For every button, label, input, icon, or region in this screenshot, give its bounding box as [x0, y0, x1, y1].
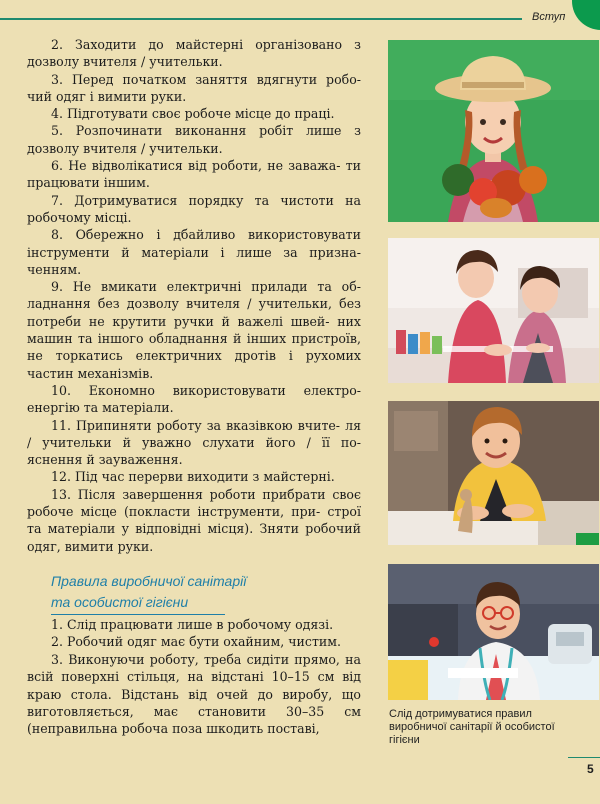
rule-paragraph: [27, 278, 361, 382]
boy-modelling-clay-photo: [388, 401, 599, 545]
rule-text: 11. Припиняти роботу за вказівкою вчите-: [51, 417, 341, 433]
rule-text: строї та матеріали у відповідні місця). Зняти: [27, 504, 361, 537]
chapter-tab-marker: [572, 0, 600, 30]
hygiene-text: 3. Виконуючи роботу, треба сидіти прямо,: [51, 651, 340, 667]
section-heading-line: Правила виробничої санітарії: [51, 573, 247, 589]
hygiene-text: чистим.: [288, 634, 342, 650]
rule-text: 3. Перед початком заняття вдягнути робо-: [51, 71, 361, 87]
section-heading: [51, 571, 351, 612]
rule-text: робочому місці.: [27, 209, 132, 225]
rules-list: [27, 36, 361, 555]
caption-line: виробничої санітарії й особистої: [389, 721, 555, 733]
girls-working-at-table-photo: [388, 238, 599, 383]
rule-paragraph: [27, 105, 361, 122]
rule-text: з дозволу вчителя / учительки.: [27, 37, 361, 70]
rule-text: 13. Після завершення роботи прибрати: [51, 486, 326, 502]
rule-paragraph: [27, 382, 361, 417]
rule-paragraph: [27, 157, 361, 192]
girl-with-vegetables-photo: [388, 40, 599, 222]
rule-text: ченням.: [27, 261, 82, 277]
rule-text: 9. Не вмикати електричні прилади та об-: [51, 279, 361, 295]
rule-text: інструменти й матеріали і лише за призна-: [27, 244, 361, 260]
page-number: 5: [587, 762, 594, 776]
caption-line: гігієни: [389, 734, 420, 746]
section-heading-underline: [51, 614, 225, 615]
hygiene-text: від краю стола. Відстань від очей до виробу,: [27, 669, 361, 702]
rule-text: чий одяг і вимити руки.: [27, 88, 187, 104]
rule-text: яснення й зауваження.: [27, 452, 183, 468]
caption-line: Слід дотримуватися правил: [389, 708, 532, 720]
hygiene-text: що виготовляється, має становити 30–35 см: [27, 686, 361, 720]
rule-paragraph: [27, 192, 361, 227]
rule-text: 7. Дотримуватися порядку та чистоти на: [51, 192, 361, 208]
rule-text: 4. Підготувати своє робоче місце до праці.: [51, 106, 335, 122]
rule-text: ля / учительки й уважно слухати його / її по-: [27, 417, 361, 450]
hygiene-text: на всій поверхні стільця, на відстані 10–15 см: [27, 651, 361, 685]
rule-text: 12. Під час перерви виходити з майстерні.: [51, 469, 335, 485]
rule-text: 5. Розпочинати виконання робіт лише: [51, 123, 342, 139]
hygiene-text: (неправильна робоча поза шкодить поставі,: [27, 721, 320, 737]
rule-text: них машин та іншого обладнання й інших: [27, 313, 361, 347]
photo-caption: [389, 708, 599, 747]
boy-with-glasses-sewing-photo: [388, 564, 599, 700]
rule-paragraph: [27, 71, 361, 106]
rule-text: 8. Обережно і дбайливо використовувати: [51, 227, 361, 243]
hygiene-paragraph: [27, 633, 361, 650]
rule-text: 10. Економно використовувати електро-: [51, 382, 361, 398]
hygiene-paragraph: [27, 651, 361, 738]
rule-text: енергію та матеріали.: [27, 400, 174, 416]
rule-paragraph: [27, 468, 361, 485]
rule-text: своє робоче місце (покласти інструменти, при-: [27, 486, 361, 520]
rule-paragraph: [27, 36, 361, 71]
rule-paragraph: [27, 486, 361, 555]
rule-text: без потреби не крутити ручки й важелі швей-: [27, 296, 361, 329]
rule-text: робочий одяг, вимити руки.: [27, 521, 361, 554]
rule-text: пристроїв, не торкатись електричних дротів: [27, 331, 361, 364]
hygiene-text: 1. Слід працювати лише в робочому одязі.: [51, 617, 334, 632]
rule-text: і рухомих частин механізмів.: [27, 348, 361, 381]
running-head: Вступ: [532, 11, 566, 23]
header-rule: [0, 18, 522, 20]
section-heading-line: та особистої гігієни: [51, 593, 189, 610]
rule-text: ти працювати іншим.: [27, 158, 361, 191]
footer-rule: [568, 757, 600, 758]
hygiene-text: 2. Робочий одяг має бути охайним,: [51, 634, 285, 650]
rule-paragraph: [27, 122, 361, 157]
rule-text: 6. Не відволікатися від роботи, не заважа-: [51, 158, 341, 174]
rule-paragraph: [27, 226, 361, 278]
rule-paragraph: [27, 417, 361, 469]
rule-text: 2. Заходити до майстерні організовано: [51, 37, 343, 52]
rule-text: з дозволу вчителя / учительки.: [27, 123, 361, 156]
hygiene-rules-list: [27, 616, 361, 738]
rule-text: ладнання без дозволу вчителя / учительки,: [27, 296, 332, 312]
hygiene-paragraph: [27, 616, 361, 633]
